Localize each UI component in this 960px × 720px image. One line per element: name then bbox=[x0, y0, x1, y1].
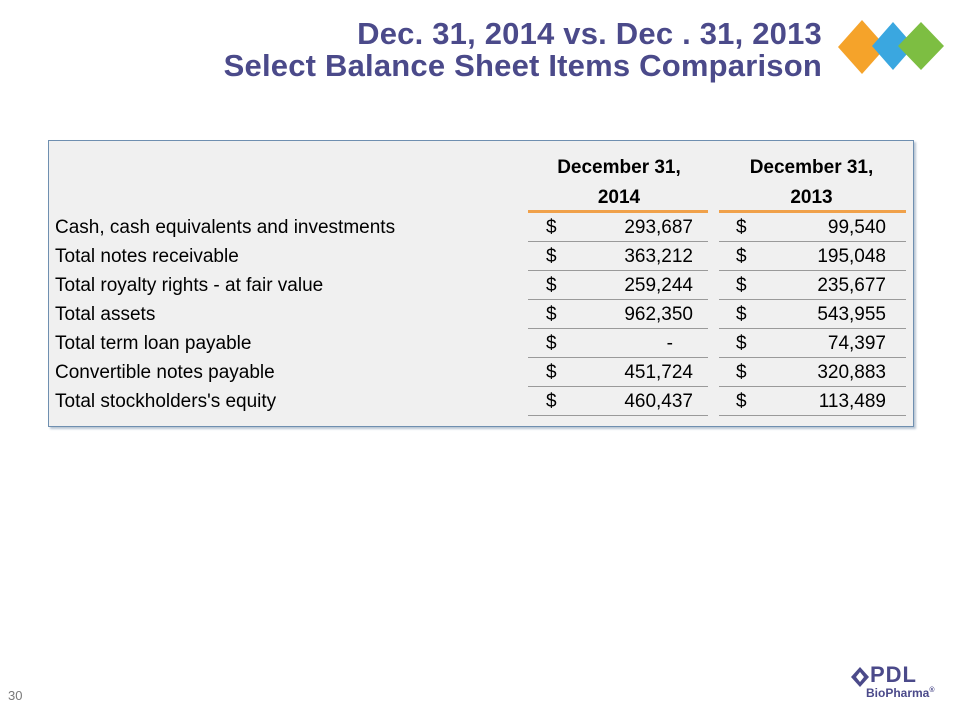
title-line-2: Select Balance Sheet Items Comparison bbox=[223, 48, 822, 83]
table-row bbox=[49, 358, 915, 387]
logo-wordmark: PDL bbox=[870, 662, 917, 687]
currency-2014: $ bbox=[546, 391, 557, 412]
currency-2013: $ bbox=[736, 391, 747, 412]
value-2014: - bbox=[666, 333, 673, 354]
value-2013: 320,883 bbox=[817, 362, 886, 383]
table-row bbox=[49, 213, 915, 242]
decorative-diamonds-icon bbox=[836, 18, 946, 78]
currency-2013: $ bbox=[736, 304, 747, 325]
currency-2013: $ bbox=[736, 217, 747, 238]
currency-2014: $ bbox=[546, 246, 557, 267]
value-2014: 363,212 bbox=[624, 246, 693, 267]
currency-2014: $ bbox=[546, 275, 557, 296]
row-label: Total royalty rights - at fair value bbox=[55, 275, 324, 296]
value-2013: 113,489 bbox=[818, 391, 886, 412]
value-2013: 74,397 bbox=[827, 333, 886, 354]
currency-2014: $ bbox=[546, 304, 557, 325]
value-2014: 451,724 bbox=[624, 362, 693, 383]
table-row bbox=[49, 271, 915, 300]
currency-2013: $ bbox=[736, 246, 747, 267]
currency-2014: $ bbox=[546, 217, 557, 238]
row-label: Total notes receivable bbox=[55, 246, 239, 267]
logo-diamond-icon bbox=[850, 666, 870, 688]
row-label: Convertible notes payable bbox=[55, 362, 275, 383]
row-label: Total assets bbox=[55, 304, 156, 325]
pdl-biopharma-logo bbox=[848, 664, 940, 704]
column-header-2014: December 31, 2014 bbox=[557, 157, 681, 208]
table-row bbox=[49, 300, 915, 329]
currency-2013: $ bbox=[736, 333, 747, 354]
value-2013: 543,955 bbox=[817, 304, 886, 325]
table-row bbox=[49, 242, 915, 271]
currency-2014: $ bbox=[546, 333, 557, 354]
row-label: Total stockholders's equity bbox=[55, 391, 277, 412]
table-row bbox=[49, 329, 915, 358]
row-label: Cash, cash equivalents and investments bbox=[55, 217, 396, 238]
table-row bbox=[49, 387, 915, 416]
page-number: 30 bbox=[8, 688, 23, 703]
value-2014: 962,350 bbox=[624, 304, 693, 325]
currency-2013: $ bbox=[736, 362, 747, 383]
value-2014: 293,687 bbox=[624, 217, 693, 238]
slide-title bbox=[224, 18, 822, 82]
currency-2013: $ bbox=[736, 275, 747, 296]
column-header-2013: December 31, 2013 bbox=[749, 157, 874, 208]
logo-subtitle: BioPharma® bbox=[866, 686, 935, 700]
value-2014: 259,244 bbox=[624, 275, 693, 296]
value-2013: 195,048 bbox=[817, 246, 886, 267]
currency-2014: $ bbox=[546, 362, 557, 383]
value-2013: 235,677 bbox=[817, 275, 886, 296]
value-2013: 99,540 bbox=[827, 217, 886, 238]
green-diamond-icon bbox=[898, 22, 944, 70]
row-label: Total term loan payable bbox=[55, 333, 252, 354]
title-line-1: Dec. 31, 2014 vs. Dec . 31, 2013 bbox=[357, 16, 822, 51]
value-2014: 460,437 bbox=[624, 391, 693, 412]
balance-sheet-table bbox=[48, 140, 914, 427]
